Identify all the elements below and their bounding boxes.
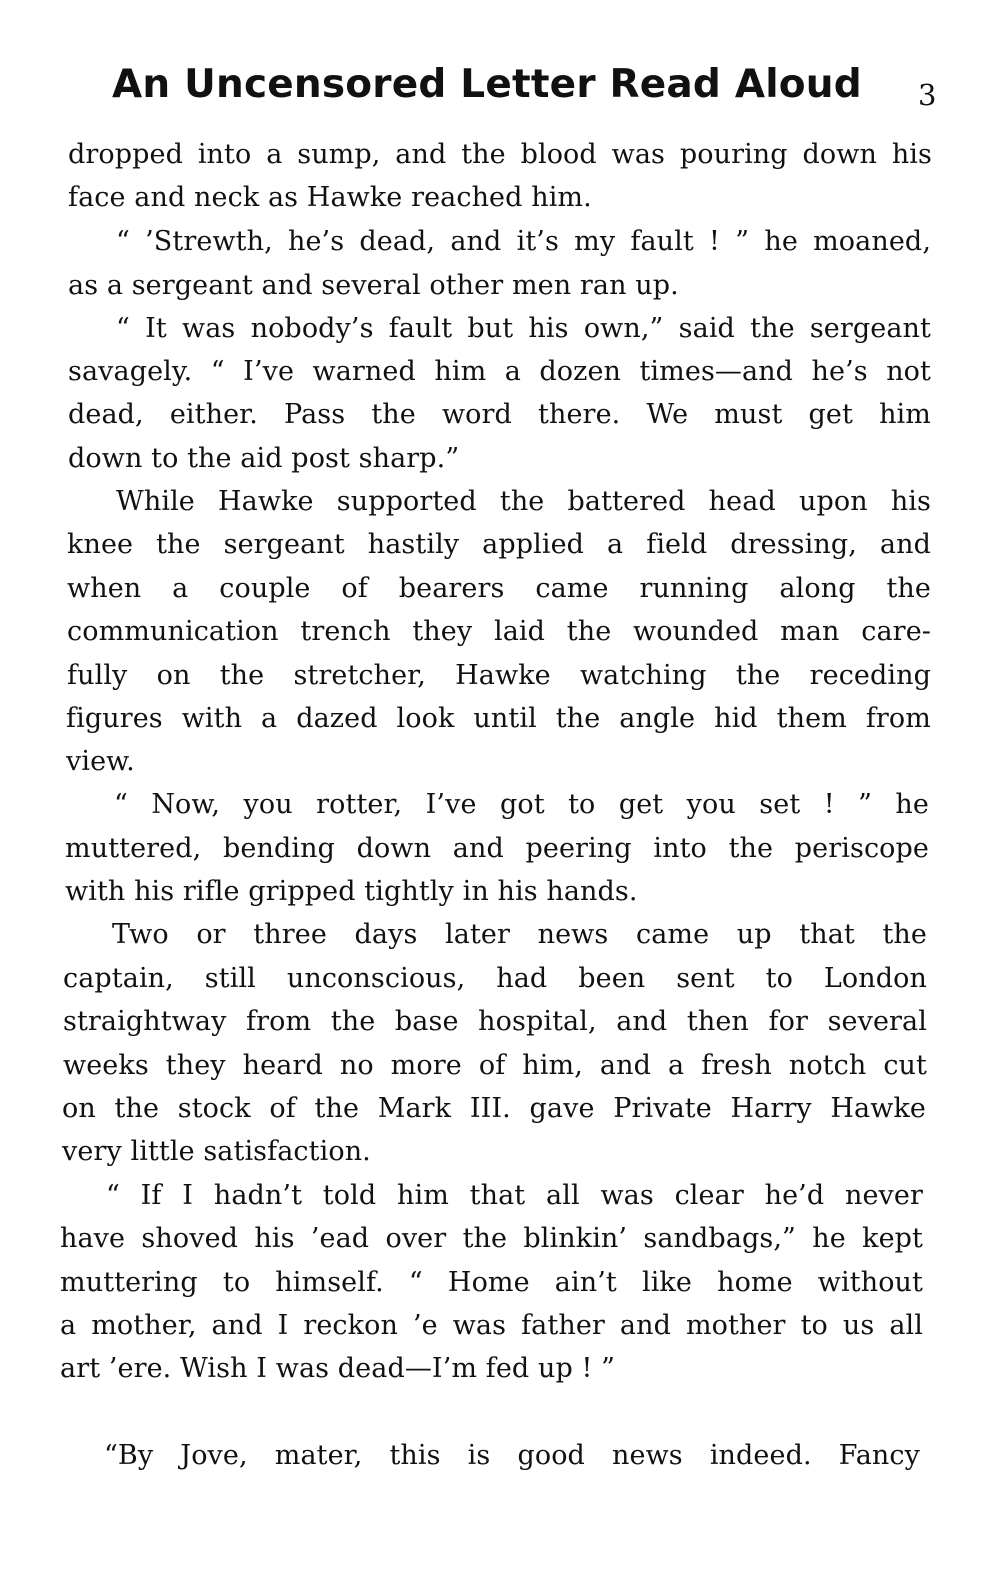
text-line: figures with a dazed look until the angle hid them from — [66, 703, 931, 734]
text-line: communication trench they laid the wounded man care- — [67, 616, 931, 647]
text-line: “ ’Strewth, he’s dead, and it’s my fault ! ” he moaned, — [116, 226, 931, 257]
text-line: weeks they heard no more of him, and a fresh notch cut — [63, 1050, 927, 1081]
text-line: dead, either. Pass the word there. We must get him — [68, 399, 931, 430]
text-line: face and neck as Hawke reached him. — [68, 182, 592, 213]
text-line: “ Now, you rotter, I’ve got to get you set ! ” he — [114, 789, 929, 820]
text-line: down to the aid post sharp.” — [68, 443, 460, 474]
text-line: dropped into a sump, and the blood was pouring down his — [68, 139, 932, 170]
text-line: art ’ere. Wish I was dead—I’m fed up ! ” — [60, 1353, 616, 1384]
text-line: “ It was nobody’s fault but his own,” said the sergeant — [116, 313, 931, 344]
text-line: knee the sergeant hastily applied a field dressing, and — [67, 529, 931, 560]
text-line: straightway from the base hospital, and then for several — [63, 1006, 927, 1037]
text-line: “ If I hadn’t told him that all was clear he’d never — [106, 1180, 923, 1211]
text-line: very little satisfaction. — [62, 1136, 371, 1167]
text-line: While Hawke supported the battered head upon his — [116, 486, 931, 517]
text-line: view. — [66, 746, 135, 777]
page-title: An Uncensored Letter Read Aloud — [112, 62, 862, 107]
text-line: “By Jove, mater, this is good news indeed. Fancy — [104, 1440, 920, 1471]
text-line: with his rifle gripped tightly in his hands. — [65, 876, 638, 907]
text-line: on the stock of the Mark III. gave Private Harry Hawke — [62, 1093, 926, 1124]
text-line: savagely. “ I’ve warned him a dozen times—and he’s not — [68, 356, 931, 387]
text-line: Two or three days later news came up that the — [112, 919, 927, 950]
text-line: fully on the stretcher, Hawke watching the receding — [67, 660, 931, 691]
text-line: when a couple of bearers came running along the — [67, 573, 931, 604]
running-head — [112, 62, 942, 122]
text-line: captain, still unconscious, had been sent to London — [63, 963, 927, 994]
text-line: a mother, and I reckon ’e was father and mother to us all — [60, 1310, 923, 1341]
text-line: as a sergeant and several other men ran up. — [68, 270, 679, 301]
text-line: have shoved his ’ead over the blinkin’ sandbags,” he kept — [60, 1223, 923, 1254]
page-number: 3 — [918, 78, 937, 112]
text-line: muttered, bending down and peering into the periscope — [65, 833, 929, 864]
text-line: muttering to himself. “ Home ain’t like home without — [60, 1267, 923, 1298]
